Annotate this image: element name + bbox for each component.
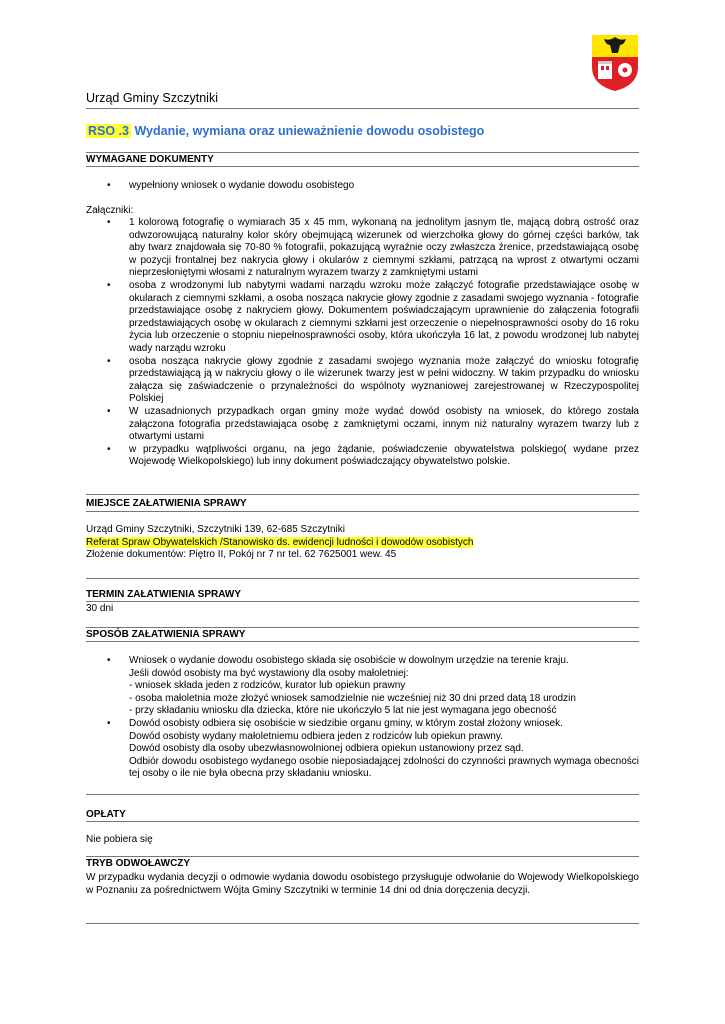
method-list [86, 655, 639, 781]
list-item: • W uzasadnionych przypadkach organ gminy może wydać dowód osobisty na wniosek, do którego została załączona fotografia przedstawiająca osobę z zamkniętymi oczami, innym niż naturalny wyrazem twarzy lub z otwartymi ustami [86, 406, 639, 444]
section-heading-appeal: TRYB ODWOŁAWCZY [86, 858, 191, 869]
coat-of-arms-icon [590, 33, 640, 93]
divider [86, 601, 639, 602]
deadline-value: 30 dni [86, 603, 114, 614]
section-heading-method: SPOSÓB ZAŁATWIENIA SPRAWY [86, 629, 246, 640]
divider [86, 108, 639, 109]
list-item: • w przypadku wątpliwości organu, na jego żądanie, poświadczenie obywatelstwa polskiego( wydane przez Wojewodę Wielkopolskiego) lub inny dokument poświadczający obywatelstwo polskie. [86, 444, 639, 469]
appeal-text: W przypadku wydania decyzji o odmowie wydania dowodu osobistego przysługuje odwołanie do Wojewody Wielkopolskiego w Poznaniu za pośrednictwem Wójta Gminy Szczytniki w terminie 14 dni od dnia doręczenia decyzji. [86, 872, 639, 896]
divider [86, 511, 639, 512]
divider [86, 627, 639, 628]
section-heading-required-docs: WYMAGANE DOKUMENTY [86, 154, 214, 165]
procedure-code: RSO .3 [88, 124, 129, 138]
list-item: • Dowód osobisty odbiera się osobiście w siedzibie organu gminy, w którym został złożony wniosek. Dowód osobisty wydany małoletniemu odbiera jeden z rodziców lub opiekun prawny. Dowód osobisty dla osoby ubezwłasnowolnionej odbiera opiekun ustanowiony przez sąd. Odbiór dowodu osobistego wydanego osobie nieposiadającej zdolności do czynności prawnych wymaga obecności tej osoby o ile nie była obecna przy składaniu wniosku. [86, 718, 639, 781]
office-name: Urząd Gminy Szczytniki [86, 91, 218, 105]
list-item: • wypełniony wniosek o wydanie dowodu osobistego [86, 180, 639, 193]
attachments-label: Załączniki: [86, 205, 134, 216]
department-name: Referat Spraw Obywatelskich /Stanowisko ds. ewidencji ludności i dowodów osobistych [86, 536, 474, 548]
list-item: • osoba z wrodzonymi lub nabytymi wadami narządu wzroku może załączyć fotografie przedstawiające osobę w okularach z ciemnymi szkłami, a osoba nosząca nakrycie głowy zgodnie z zasadami swojego wyznania - fotografie przedstawiające osobę z nakryciem głowy. Dokumentem poświadczającym uprawnienie do załączenia fotografii przedstawiających osobę w okularach z ciemnymi szkłami jest orzeczenie o niepełnosprawności osoby do 16 roku życia lub orzeczenie o stopniu niepełnosprawności osoby, która ukończyła 16 lat, z powodu wrodzonej lub nabytej wady narządu wzroku [86, 280, 639, 356]
section-heading-deadline: TERMIN ZAŁATWIENIA SPRAWY [86, 589, 241, 600]
divider [86, 578, 639, 579]
divider [86, 641, 639, 642]
attachments-list [86, 217, 639, 469]
divider [86, 794, 639, 795]
list-item: • osoba nosząca nakrycie głowy zgodnie z zasadami swojego wyznania może załączyć do wniosku fotografię przedstawiającą ją w nakryciu głowy o ile wizerunek twarzy jest w pełni widoczny. W takim przypadku do wniosku załącza się zaświadczenie o przynależności do wspólnoty wyznaniowej zarejestrowanej w Rzeczypospolitej Polskiej [86, 356, 639, 406]
divider [86, 821, 639, 822]
divider [86, 494, 639, 495]
procedure-title: Wydanie, wymiana oraz unieważnienie dowodu osobistego [134, 124, 485, 138]
section-heading-place: MIEJSCE ZAŁATWIENIA SPRAWY [86, 498, 247, 509]
page-title [86, 124, 484, 138]
list-item: • Wniosek o wydanie dowodu osobistego składa się osobiście w dowolnym urzędzie na terenie kraju. Jeśli dowód osobisty ma być wystawiony dla osoby małoletniej: - wniosek składa jeden z rodziców, kurator lub opiekun prawny - osoba małoletnia może złożyć wniosek samodzielnie nie wcześniej niż 30 dni przed datą 18 urodzin - przy składaniu wniosku dla dziecka, które nie ukończyło 5 lat nie jest wymagana jego obecność [86, 655, 639, 718]
list-item: • 1 kolorową fotografię o wymiarach 35 x 45 mm, wykonaną na jednolitym jasnym tle, mającą dobrą ostrość oraz odwzorowującą naturalny kolor skóry obejmującą wizerunek od wierzchołka głowy do górnej części barków, tak aby twarz znajdowała się 70-80 % fotografii, pokazującą wyraźnie oczy zwłaszcza źrenice, przedstawiającą osobę w pozycji frontalnej bez nakrycia głowy i okularów z ciemnymi szkłami, patrzącą na wprost z otwartymi oczami nieprzesłoniętymi włosami z naturalnym wyrazem twarzy z zamkniętymi ustami [86, 217, 639, 280]
divider [86, 923, 639, 924]
section-heading-fees: OPŁATY [86, 809, 126, 820]
office-address: Urząd Gminy Szczytniki, Szczytniki 139, 62-685 Szczytniki [86, 524, 345, 535]
divider [86, 856, 639, 857]
required-docs-list [86, 180, 639, 193]
divider [86, 166, 639, 167]
room-info: Złożenie dokumentów: Piętro II, Pokój nr 7 nr tel. 62 7625001 wew. 45 [86, 549, 397, 561]
place-details [86, 524, 639, 562]
fees-value: Nie pobiera się [86, 834, 153, 845]
divider [86, 152, 639, 153]
